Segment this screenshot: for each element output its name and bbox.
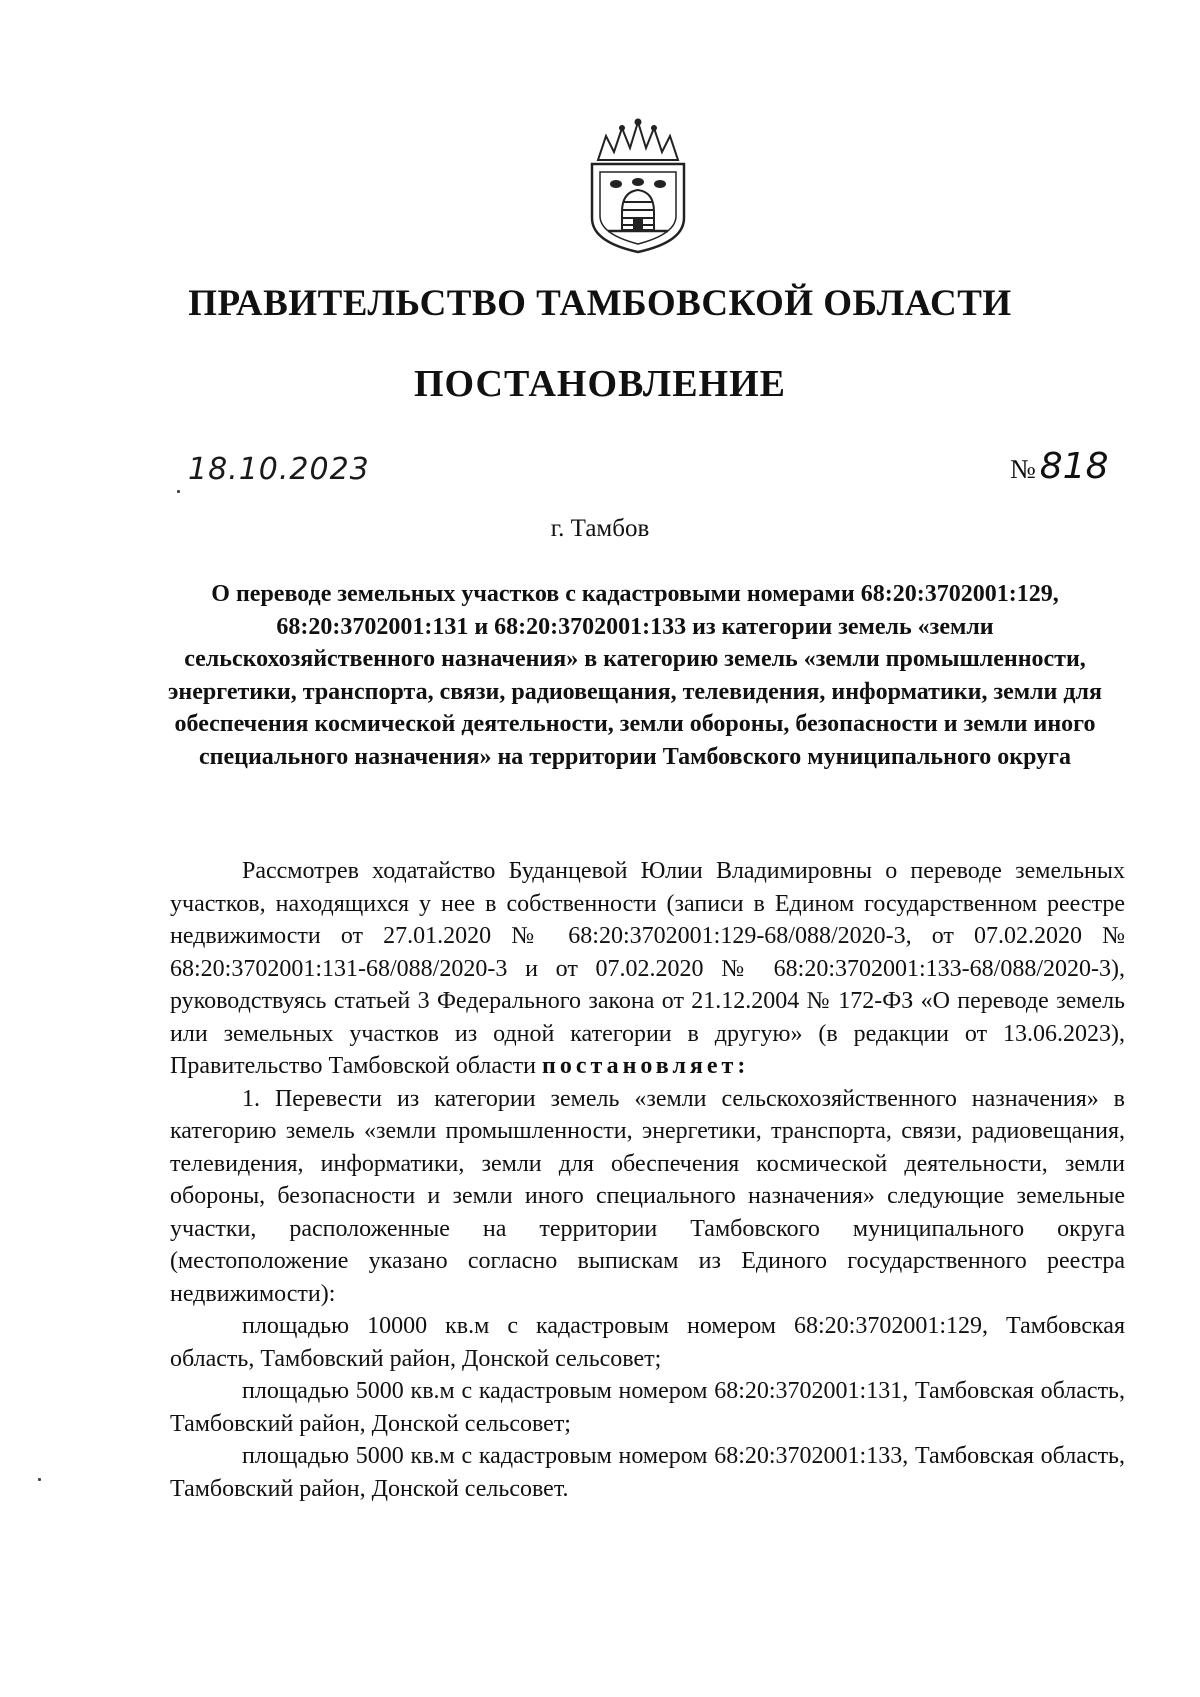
document-date: 18.10.2023 bbox=[188, 452, 370, 487]
parcel-paragraph: площадью 10000 кв.м с кадастровым номером 68:20:3702001:129, Тамбовская область, Тамбовский район, Донской сельсовет; bbox=[170, 1313, 1125, 1372]
scan-speck bbox=[38, 1478, 41, 1481]
document-body bbox=[170, 855, 1125, 1505]
item-1-paragraph: 1. Перевести из категории земель «земли сельскохозяйственного назначения» в категорию земель «земли промышленности, энергетики, транспорта, связи, радиовещания, телевидения, информатики, земли для обеспечения космической деятельности, земли обороны, безопасности и земли иного специального назначения» следующие земельные участки, расположенные на территории Тамбовского муниципального округа (местоположение указано согласно выпискам из Единого государственного реестра недвижимости): bbox=[170, 1085, 1125, 1307]
document-title: О переводе земельных участков с кадастровыми номерами 68:20:3702001:129, 68:20:3702001:131 и 68:20:3702001:133 из категории земель «земли сельскохозяйственного назначения» в категорию земель «земли промышленности, энергетики, транспорта, связи, радиовещания, телевидения, информатики, земли для обеспечения космической деятельности, земли обороны, безопасности и земли иного специального назначения» на территории Тамбовского муниципального округа bbox=[168, 581, 1102, 770]
parcel-paragraph: площадью 5000 кв.м с кадастровым номером 68:20:3702001:131, Тамбовская область, Тамбовский район, Донской сельсовет; bbox=[170, 1378, 1125, 1437]
number-value: 818 bbox=[1039, 446, 1109, 487]
document-number bbox=[1010, 446, 1108, 487]
document-type: ПОСТАНОВЛЕНИЕ bbox=[413, 363, 787, 405]
city-name: г. Тамбов bbox=[550, 515, 650, 542]
tambov-coat-of-arms-icon bbox=[578, 118, 698, 254]
number-prefix: № bbox=[1010, 454, 1036, 484]
preamble-paragraph bbox=[170, 855, 1125, 1083]
preamble-text: Рассмотрев ходатайство Буданцевой Юлии Владимировны о переводе земельных участков, находящихся у нее в собственности (записи в Едином государственном реестре недвижимости от 27.01.2020 № 68:20:3702001:129-68/088/2020-3, от 07.02.2020 № 68:20:3702001:131-68/088/2020-3 и от 07.02.2020 № 68:20:3702001:133-68/088/2020-3), руководствуясь статьей 3 Федерального закона от 21.12.2004 № 172-ФЗ «О переводе земель или земельных участков из одной категории в другую» (в редакции от 13.06.2023), Правительство Тамбовской области bbox=[170, 858, 1125, 1079]
parcel-paragraph: площадью 5000 кв.м с кадастровым номером 68:20:3702001:133, Тамбовская область, Тамбовский район, Донской сельсовет. bbox=[170, 1443, 1125, 1502]
organization-name: ПРАВИТЕЛЬСТВО ТАМБОВСКОЙ ОБЛАСТИ bbox=[188, 283, 1012, 324]
decree-word: постановляет: bbox=[542, 1053, 750, 1079]
scan-speck bbox=[177, 490, 180, 493]
